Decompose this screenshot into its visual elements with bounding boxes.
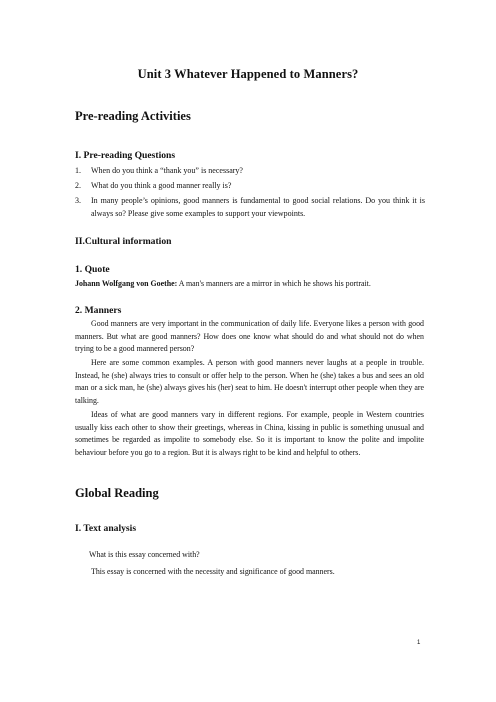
global-reading-heading: Global Reading	[75, 486, 159, 500]
question-item	[75, 180, 425, 193]
analysis-question: What is this essay concerned with?	[89, 550, 200, 559]
manners-paragraph: Good manners are very important in the communication of daily life. Everyone likes a person with good manners. But what are good manners? How does one know what should do and what should not do when trying to be a good mannered person?	[75, 319, 424, 354]
question-number: 3.	[75, 196, 81, 205]
cultural-information-heading: II.Cultural information	[75, 236, 172, 247]
text-analysis-heading: I. Text analysis	[75, 523, 137, 534]
question-text: What do you think a good manner really is?	[91, 181, 232, 190]
pre-reading-heading: Pre-reading Activities	[75, 109, 191, 123]
page-number: 1	[417, 640, 421, 646]
question-text: In many people’s opinions, good manners is fundamental to good social relations. Do you think it is always so? Please give some examples to support your viewpoints.	[91, 196, 425, 218]
analysis-answer: This essay is concerned with the necessity and significance of good manners.	[91, 567, 335, 576]
manners-heading: 2. Manners	[75, 305, 122, 316]
page-title: Unit 3 Whatever Happened to Manners?	[137, 67, 359, 81]
pre-reading-questions-heading: I. Pre-reading Questions	[75, 150, 176, 161]
manners-paragraph: Here are some common examples. A person with good manners never laughs at a people in trouble. Instead, he (she) always tries to consult or offer help to the person. When he (she) takes a bus and sees an old man or a sick man, he (she) always gives his (her) seat to him. He doesn't interrupt other people when they are talking.	[75, 358, 424, 406]
question-item	[75, 195, 425, 220]
manners-paragraph: Ideas of what are good manners vary in different regions. For example, people in Western countries usually kiss each other to show their greetings, whereas in China, kissing in public is something unusual and sometimes be regarded as impolite to somebody else. So it is important to know the polite and impolite behaviour before you go to a region. But it is always right to be kind and helpful to others.	[75, 410, 424, 458]
quote-text: A man's manners are a mirror in which he shows his portrait.	[177, 279, 371, 288]
quote-line	[75, 278, 425, 290]
quote-author: Johann Wolfgang von Goethe:	[75, 279, 178, 288]
question-text: When do you think a “thank you” is necessary?	[91, 166, 243, 175]
question-number: 1.	[75, 166, 81, 175]
question-item	[75, 165, 425, 178]
question-number: 2.	[75, 181, 81, 190]
quote-heading: 1. Quote	[75, 264, 110, 275]
